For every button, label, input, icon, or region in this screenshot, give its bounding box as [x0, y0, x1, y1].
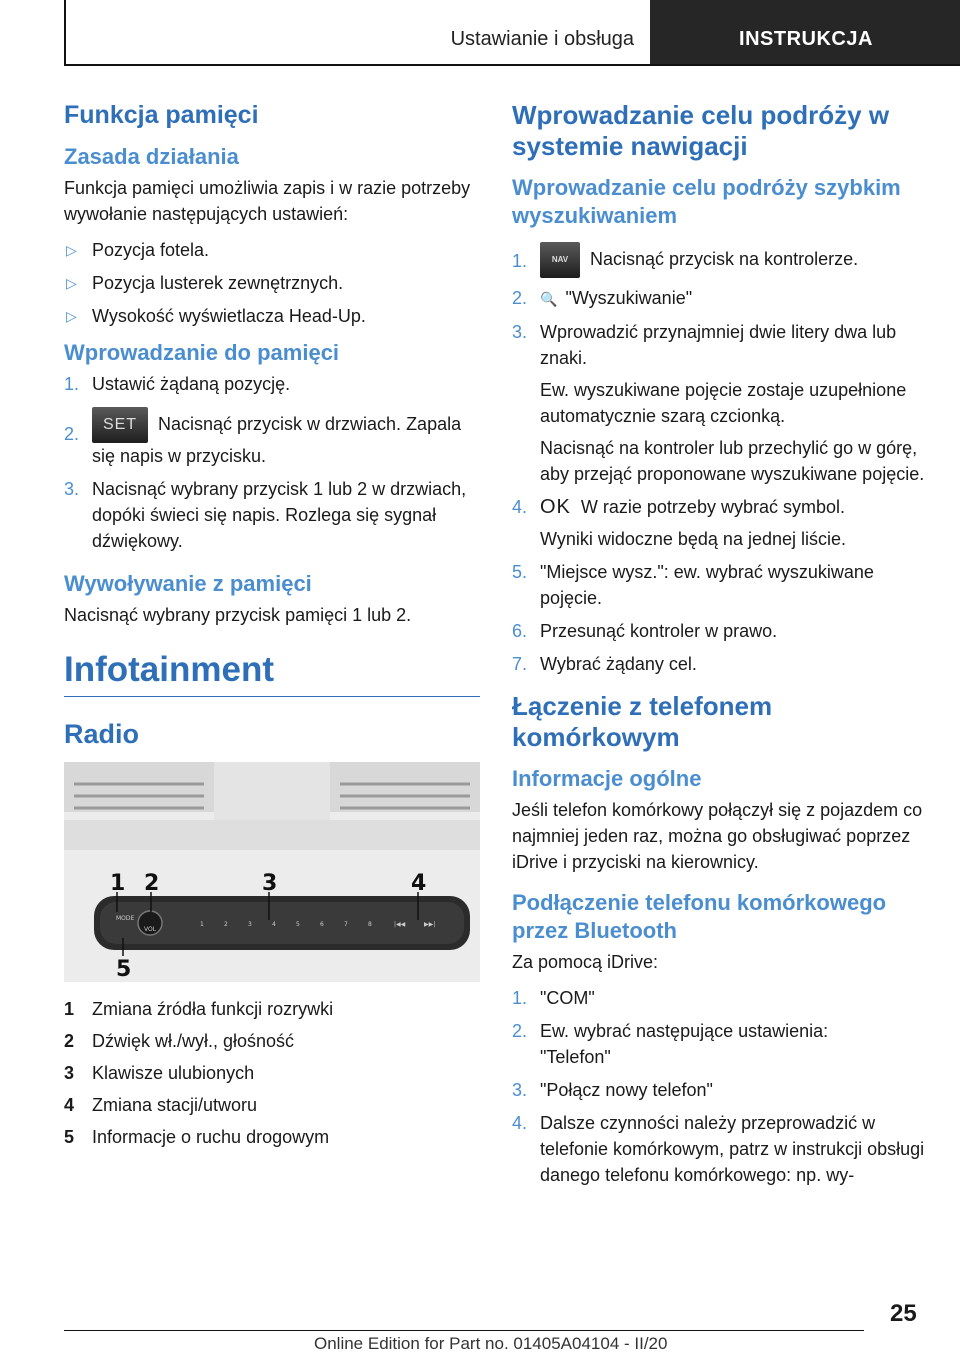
svg-text:7: 7	[344, 921, 348, 928]
svg-text:8: 8	[368, 921, 372, 928]
list-item: 1. NAV Nacisnąć przycisk na kontrolerze.	[512, 242, 928, 278]
legend-item: 5 Informacje o ruchu drogowym	[64, 1127, 330, 1147]
set-button-icon: SET	[92, 407, 148, 443]
list-item: 3. Wprowadzić przynajmniej dwie litery dwa lub znaki. Ew. wyszukiwane pojęcie zostaje uzupełnione automatycznie szarą czcionką. Nacisnąć na kontroler lub przechylić go w górę, aby przejąć proponowane wyszukiwane pojęcie.	[512, 322, 925, 484]
svg-text:3: 3	[248, 921, 252, 928]
list-item: ▷ Pozycja fotela.	[64, 237, 480, 263]
list-item: ▷ Wysokość wyświetlacza Head-Up.	[64, 303, 480, 329]
callout-3: 3	[262, 871, 278, 896]
radio-panel-figure	[64, 762, 480, 982]
heading-infotainment: Infotainment	[64, 648, 480, 697]
svg-text:▶▶|: ▶▶|	[424, 921, 436, 928]
list-item: 1. "COM"	[512, 988, 595, 1008]
left-column	[64, 100, 480, 1156]
list-item: ▷ Pozycja lusterek zewnętrznych.	[64, 270, 480, 296]
list-item: 2. Ew. wybrać następujące ustawienia: "Telefon"	[512, 1021, 829, 1067]
right-column	[512, 100, 928, 1198]
nav-steps	[512, 242, 928, 677]
heading-phone: Łączenie z telefonem komórkowym	[512, 691, 773, 752]
mode-label: MODE	[116, 915, 135, 922]
list-item: 2. 🔍 "Wyszukiwanie"	[512, 288, 693, 308]
legend-item: 2 Dźwięk wł./wył., głośność	[64, 1031, 295, 1051]
triangle-bullet-icon: ▷	[66, 308, 77, 324]
callout-2: 2	[144, 871, 160, 896]
radio-legend	[64, 996, 480, 1150]
paragraph-principle: Funkcja pamięci umożliwia zapis i w razie potrzeby wywołanie następujących ustawień:	[64, 178, 471, 224]
nav-button-icon: NAV	[540, 242, 580, 278]
footer-divider	[64, 1330, 864, 1331]
callout-1: 1	[110, 871, 126, 896]
header-section-title: Ustawianie i obsługa	[450, 28, 634, 50]
header-instruction-tab: INSTRUKCJA	[650, 0, 960, 64]
search-icon: 🔍	[540, 291, 558, 307]
paragraph-general-info: Jeśli telefon komórkowy połączył się z pojazdem co najmniej jeden raz, można go obsługiwać poprzez iDrive i przyciski na kierownicy.	[512, 800, 923, 872]
svg-text:4: 4	[272, 921, 276, 928]
list-item: 2. SET Nacisnąć przycisk w drzwiach. Zapala się napis w przycisku.	[64, 407, 480, 469]
bluetooth-steps	[512, 985, 928, 1188]
svg-text:2: 2	[224, 921, 228, 928]
vol-label: VOL	[144, 926, 157, 933]
heading-quick-search: Wprowadzanie celu podróży szybkim wyszukiwaniem	[512, 175, 901, 228]
heading-general-info: Informacje ogólne	[512, 766, 702, 791]
list-item: 7. Wybrać żądany cel.	[512, 654, 697, 674]
triangle-bullet-icon: ▷	[66, 275, 77, 291]
heading-bluetooth: Podłączenie telefonu komórkowego przez Bluetooth	[512, 890, 887, 943]
svg-text:5: 5	[296, 921, 300, 928]
heading-recall: Wywoływanie z pamięci	[64, 571, 312, 596]
triangle-bullet-icon: ▷	[66, 242, 77, 258]
heading-navigation: Wprowadzanie celu podróży w systemie nawigacji	[512, 100, 890, 161]
list-item: 4. Dalsze czynności należy przeprowadzić w telefonie komórkowym, patrz w instrukcji obsługi danego telefonu komórkowego: np. wy-	[512, 1113, 925, 1185]
legend-item: 3 Klawisze ulubionych	[64, 1063, 255, 1083]
footer-edition: Online Edition for Part no. 01405A04104 - II/20	[314, 1334, 668, 1353]
legend-item: 1 Zmiana źródła funkcji rozrywki	[64, 999, 334, 1019]
page-number: 25	[890, 1300, 917, 1327]
legend-item: 4 Zmiana stacji/utworu	[64, 1095, 258, 1115]
radio-panel-illustration	[64, 762, 480, 982]
paragraph-bluetooth: Za pomocą iDrive:	[512, 952, 659, 972]
heading-principle: Zasada działania	[64, 144, 239, 169]
list-item: 5. "Miejsce wysz.": ew. wybrać wyszukiwane pojęcie.	[512, 562, 874, 608]
callout-5: 5	[116, 957, 132, 982]
list-item: 3. Nacisnąć wybrany przycisk 1 lub 2 w drzwiach, dopóki świeci się napis. Rozlega się sygnał dźwiękowy.	[64, 479, 467, 551]
paragraph-recall: Nacisnąć wybrany przycisk pamięci 1 lub 2.	[64, 605, 412, 625]
list-item: 4. OK W razie potrzeby wybrać symbol. Wyniki widoczne będą na jednej liście.	[512, 496, 846, 549]
heading-radio: Radio	[64, 719, 140, 749]
memory-settings-list	[64, 237, 480, 329]
heading-store: Wprowadzanie do pamięci	[64, 340, 340, 365]
list-item: 3. "Połącz nowy telefon"	[512, 1080, 713, 1100]
svg-text:1: 1	[200, 921, 204, 928]
page-header	[64, 0, 960, 66]
list-item: 6. Przesunąć kontroler w prawo.	[512, 621, 778, 641]
ok-icon: OK	[540, 496, 571, 518]
svg-text:6: 6	[320, 921, 324, 928]
callout-4: 4	[411, 871, 427, 896]
list-item: 1. Ustawić żądaną pozycję.	[64, 374, 291, 394]
svg-text:|◀◀: |◀◀	[394, 921, 406, 928]
heading-memory-function: Funkcja pamięci	[64, 101, 259, 129]
store-steps	[64, 371, 480, 554]
